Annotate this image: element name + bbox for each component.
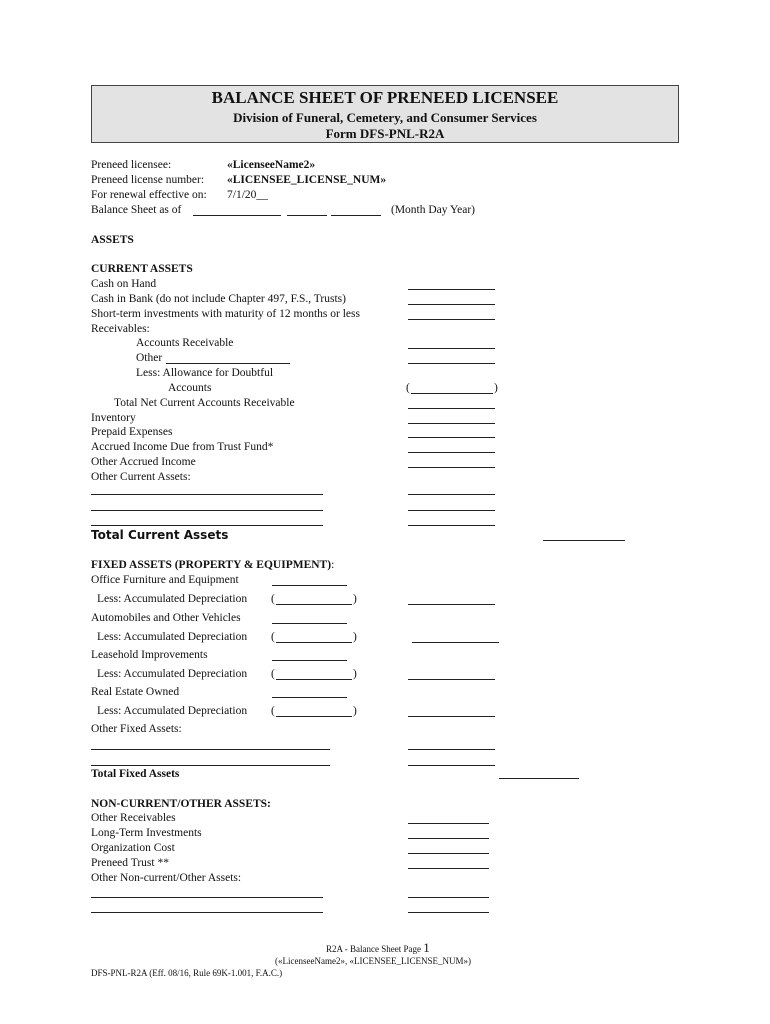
other-current-value-1[interactable] <box>408 494 495 495</box>
other-receivables-field[interactable] <box>408 823 489 824</box>
accrued-trust-field[interactable] <box>408 452 495 453</box>
preneed-trust-label: Preneed Trust ** <box>91 857 169 869</box>
noncurrent-heading: NON-CURRENT/OTHER ASSETS: <box>91 798 271 810</box>
less-allowance-label: Less: Allowance for Doubtful <box>136 367 274 379</box>
real-estate-dep-close-paren: ) <box>353 705 357 717</box>
leasehold-dep-open-paren: ( <box>271 668 275 680</box>
other-accrued-field[interactable] <box>408 467 495 468</box>
form-title: BALANCE SHEET OF PRENEED LICENSEE <box>211 88 559 107</box>
organization-cost-label: Organization Cost <box>91 842 175 854</box>
other-receivables-label: Other Receivables <box>91 812 176 824</box>
automobiles-label: Automobiles and Other Vehicles <box>91 612 241 624</box>
total-current-assets-field[interactable] <box>543 540 625 541</box>
other-receivable-name-field[interactable] <box>166 363 290 364</box>
autos-depreciation-field[interactable] <box>276 642 352 643</box>
leasehold-field[interactable] <box>272 660 347 661</box>
leasehold-dep-close-paren: ) <box>353 668 357 680</box>
automobiles-field[interactable] <box>272 623 347 624</box>
assets-heading: ASSETS <box>91 234 134 246</box>
inventory-label: Inventory <box>91 412 136 424</box>
page-label-text: R2A - Balance Sheet Page <box>326 944 421 954</box>
leasehold-depreciation-field[interactable] <box>276 679 352 680</box>
balance-year-field[interactable] <box>331 215 381 216</box>
other-fixed-name-2[interactable] <box>91 765 330 766</box>
other-fixed-name-1[interactable] <box>91 749 330 750</box>
balance-date-label: Balance Sheet as of <box>91 204 182 216</box>
renewal-label: For renewal effective on: <box>91 189 207 201</box>
leasehold-net-field[interactable] <box>408 679 495 680</box>
short-term-label: Short-term investments with maturity of 12 months or less <box>91 308 360 320</box>
leasehold-label: Leasehold Improvements <box>91 649 208 661</box>
office-dep-close-paren: ) <box>353 593 357 605</box>
renewal-value: 7/1/20__ <box>227 189 268 201</box>
balance-day-field[interactable] <box>287 215 327 216</box>
real-estate-depreciation-label: Less: Accumulated Depreciation <box>97 705 248 717</box>
real-estate-depreciation-field[interactable] <box>276 716 352 717</box>
real-estate-field[interactable] <box>272 697 347 698</box>
current-assets-heading: CURRENT ASSETS <box>91 263 193 275</box>
division-name: Division of Funeral, Cemetery, and Consumer Services <box>233 110 537 125</box>
organization-cost-field[interactable] <box>408 853 489 854</box>
total-net-receivable-label: Total Net Current Accounts Receivable <box>114 397 295 409</box>
total-fixed-assets-label: Total Fixed Assets <box>91 768 180 780</box>
office-depreciation-field[interactable] <box>276 604 352 605</box>
allowance-close-paren: ) <box>494 382 498 394</box>
other-noncurrent-label: Other Non-current/Other Assets: <box>91 872 242 884</box>
other-accrued-label: Other Accrued Income <box>91 456 196 468</box>
cash-on-hand-label: Cash on Hand <box>91 278 157 290</box>
real-estate-net-field[interactable] <box>408 716 495 717</box>
autos-dep-close-paren: ) <box>353 631 357 643</box>
other-current-name-3[interactable] <box>91 525 323 526</box>
office-depreciation-label: Less: Accumulated Depreciation <box>97 593 248 605</box>
office-net-field[interactable] <box>408 604 495 605</box>
total-net-receivable-field[interactable] <box>408 408 495 409</box>
cash-on-hand-field[interactable] <box>408 289 495 290</box>
preneed-trust-field[interactable] <box>408 868 489 869</box>
real-estate-label: Real Estate Owned <box>91 686 180 698</box>
form-header <box>91 85 679 143</box>
autos-net-field[interactable] <box>412 642 499 643</box>
form-number: Form DFS-PNL-R2A <box>325 126 445 141</box>
prepaid-label: Prepaid Expenses <box>91 426 173 438</box>
office-furniture-label: Office Furniture and Equipment <box>91 574 239 586</box>
office-dep-open-paren: ( <box>271 593 275 605</box>
footer-form-ref: DFS-PNL-R2A (Eff. 08/16, Rule 69K-1.001, F.A.C.) <box>91 968 283 978</box>
other-receivable-field[interactable] <box>408 363 495 364</box>
other-current-value-3[interactable] <box>408 525 495 526</box>
other-receivable-label: Other <box>136 352 163 364</box>
license-num-value: «LICENSEE_LICENSE_NUM» <box>227 174 387 186</box>
real-estate-dep-open-paren: ( <box>271 705 275 717</box>
fixed-assets-heading <box>91 558 334 572</box>
long-term-field[interactable] <box>408 838 489 839</box>
other-fixed-label: Other Fixed Assets: <box>91 723 182 735</box>
allowance-accounts-label: Accounts <box>168 382 212 394</box>
accounts-receivable-label: Accounts Receivable <box>136 337 234 349</box>
other-current-value-2[interactable] <box>408 510 495 511</box>
accrued-trust-label: Accrued Income Due from Trust Fund* <box>91 441 274 453</box>
leasehold-depreciation-label: Less: Accumulated Depreciation <box>97 668 248 680</box>
cash-in-bank-label: Cash in Bank (do not include Chapter 497, F.S., Trusts) <box>91 293 346 305</box>
long-term-label: Long-Term Investments <box>91 827 202 839</box>
receivables-label: Receivables: <box>91 323 150 335</box>
other-fixed-value-1[interactable] <box>408 749 495 750</box>
other-noncurrent-value-2[interactable] <box>408 912 489 913</box>
page-label <box>326 942 430 955</box>
other-fixed-value-2[interactable] <box>408 765 495 766</box>
total-fixed-assets-field[interactable] <box>499 778 579 779</box>
other-current-label: Other Current Assets: <box>91 471 191 483</box>
other-noncurrent-name-2[interactable] <box>91 912 323 913</box>
short-term-field[interactable] <box>408 319 495 320</box>
footer-merge-line: («LicenseeName2», «LICENSEE_LICENSE_NUM») <box>275 956 471 966</box>
licensee-value: «LicenseeName2» <box>227 159 316 171</box>
total-current-assets-label: Total Current Assets <box>91 528 229 542</box>
accounts-receivable-field[interactable] <box>408 348 495 349</box>
other-noncurrent-value-1[interactable] <box>408 897 489 898</box>
balance-month-field[interactable] <box>193 215 281 216</box>
licensee-label: Preneed licensee: <box>91 159 172 171</box>
other-current-name-2[interactable] <box>91 510 323 511</box>
allowance-field[interactable] <box>411 393 493 394</box>
other-noncurrent-name-1[interactable] <box>91 897 323 898</box>
autos-depreciation-label: Less: Accumulated Depreciation <box>97 631 248 643</box>
fixed-assets-heading-colon: : <box>331 559 335 571</box>
autos-dep-open-paren: ( <box>271 631 275 643</box>
allowance-open-paren: ( <box>406 382 410 394</box>
other-current-name-1[interactable] <box>91 494 323 495</box>
page-number: 1 <box>423 940 430 955</box>
inventory-field[interactable] <box>408 423 495 424</box>
fixed-assets-heading-text: FIXED ASSETS (PROPERTY & EQUIPMENT) <box>91 559 332 571</box>
balance-date-hint: (Month Day Year) <box>391 204 476 216</box>
office-furniture-field[interactable] <box>272 585 347 586</box>
prepaid-field[interactable] <box>408 437 495 438</box>
license-num-label: Preneed license number: <box>91 174 205 186</box>
cash-in-bank-field[interactable] <box>408 304 495 305</box>
